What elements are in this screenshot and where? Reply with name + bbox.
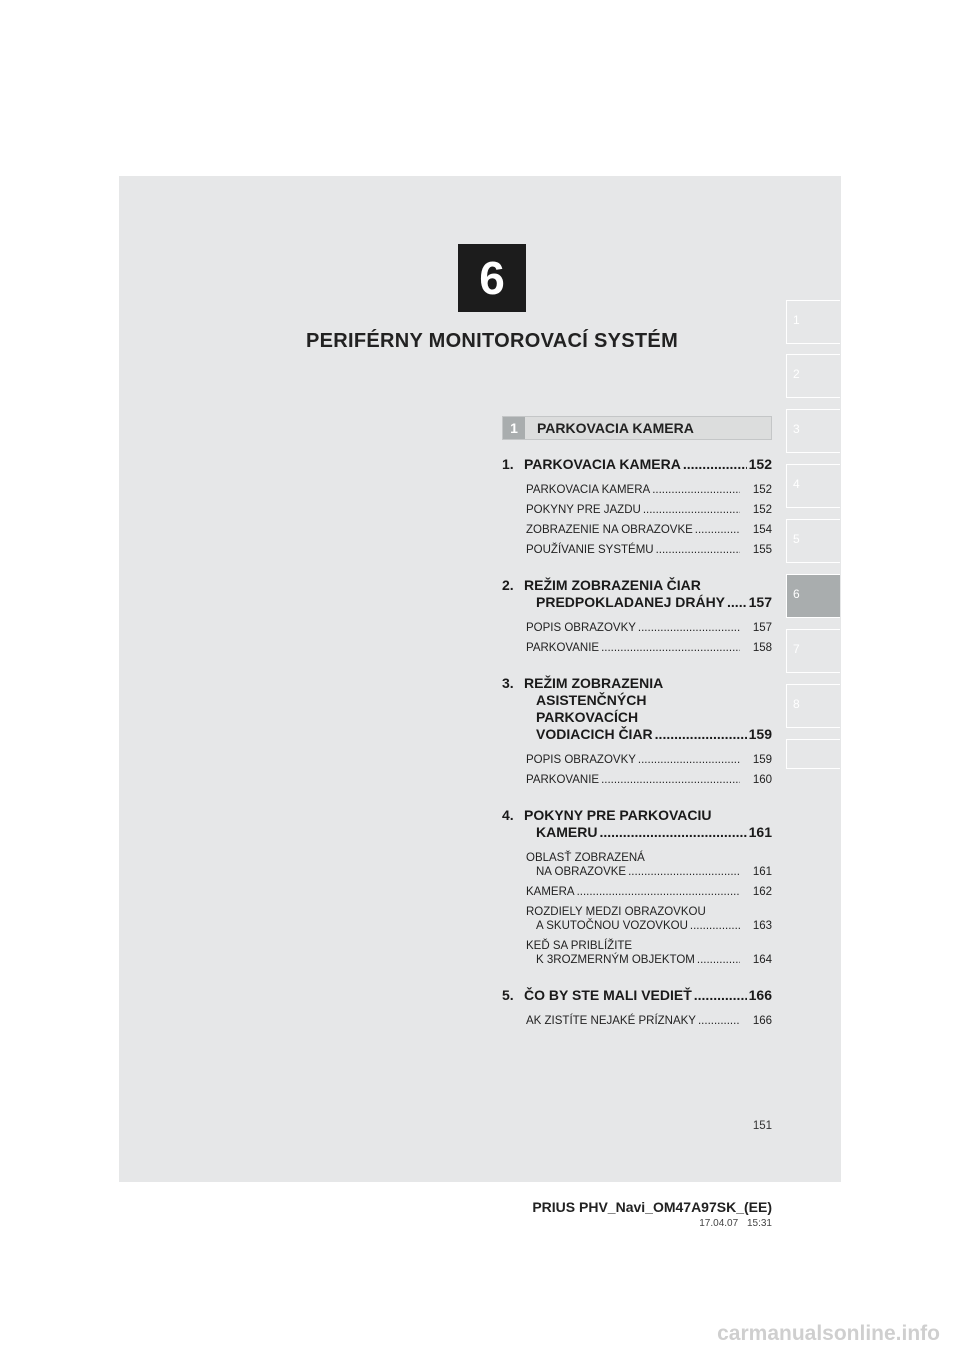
toc-subentry-title: ZOBRAZENIE NA OBRAZOVKE xyxy=(526,524,693,536)
dot-leader xyxy=(601,641,740,655)
toc-entry-title-line: POKYNY PRE PARKOVACIU xyxy=(524,807,712,823)
footer-timestamp xyxy=(560,1218,772,1229)
toc-entry-heading[interactable] xyxy=(502,987,772,1004)
toc-entry-number: 1. xyxy=(502,456,514,472)
chapter-tab-5[interactable]: 5 xyxy=(786,519,840,563)
toc-subentry-page: 158 xyxy=(752,642,772,654)
dot-leader xyxy=(599,824,746,841)
toc-entry-title-line: KAMERU xyxy=(536,824,598,840)
toc-subentry-title: POPIS OBRAZOVKY xyxy=(526,622,636,634)
dot-leader xyxy=(655,726,747,743)
dot-leader xyxy=(694,987,747,1004)
toc-subentry-title: POKYNY PRE JAZDU xyxy=(526,504,641,516)
toc-subentry-page: 159 xyxy=(752,754,772,766)
dot-leader xyxy=(683,456,747,473)
toc-subentry-title: PARKOVANIE xyxy=(526,774,600,786)
toc-subentry-page: 154 xyxy=(752,524,772,536)
toc-subentry[interactable] xyxy=(526,885,772,899)
toc-subentry[interactable] xyxy=(526,773,772,787)
toc-subentry-page: 152 xyxy=(752,504,772,516)
toc-subentry[interactable] xyxy=(526,1014,772,1028)
dot-leader xyxy=(727,594,747,611)
dot-leader xyxy=(638,621,740,635)
table-of-contents xyxy=(502,456,772,1048)
dot-leader xyxy=(656,543,740,557)
toc-subentries xyxy=(502,483,772,557)
toc-subentry-page: 160 xyxy=(752,774,772,786)
toc-entry-title-line: ASISTENČNÝCH xyxy=(536,692,647,708)
toc-subentry-title: POPIS OBRAZOVKY xyxy=(526,754,636,766)
chapter-tab-1[interactable]: 1 xyxy=(786,300,840,344)
toc-subentry[interactable] xyxy=(526,641,772,655)
toc-entry xyxy=(502,987,772,1028)
toc-subentries xyxy=(502,753,772,787)
watermark: carmanualsonline.info xyxy=(717,1322,940,1345)
toc-subentry[interactable] xyxy=(526,905,772,933)
toc-entry-page: 159 xyxy=(748,726,772,742)
toc-entry-page: 166 xyxy=(748,987,772,1003)
toc-subentry-page: 163 xyxy=(752,920,772,932)
toc-entry-heading[interactable] xyxy=(502,675,772,743)
chapter-tab-6[interactable]: 6 xyxy=(786,574,840,618)
toc-subentries xyxy=(502,851,772,967)
toc-subentry[interactable] xyxy=(526,543,772,557)
section-number: 1 xyxy=(503,417,525,439)
toc-subentry[interactable] xyxy=(526,939,772,967)
toc-subentry[interactable] xyxy=(526,483,772,497)
toc-entry-heading[interactable] xyxy=(502,577,772,611)
toc-subentry-page: 152 xyxy=(752,484,772,496)
toc-entry-number: 4. xyxy=(502,807,514,823)
chapter-tab-8[interactable]: 8 xyxy=(786,684,840,728)
toc-subentry[interactable] xyxy=(526,753,772,767)
toc-entry xyxy=(502,577,772,655)
toc-entry-title-line: REŽIM ZOBRAZENIA ČIAR xyxy=(524,577,701,593)
toc-subentry-page: 162 xyxy=(752,886,772,898)
toc-entry xyxy=(502,675,772,787)
dot-leader xyxy=(698,1014,740,1028)
toc-subentry-title: POUŽÍVANIE SYSTÉMU xyxy=(526,544,654,556)
toc-subentry-page: 166 xyxy=(752,1015,772,1027)
toc-subentry-title: K 3ROZMERNÝM OBJEKTOM xyxy=(536,954,695,966)
toc-subentry-title: A SKUTOČNOU VOZOVKOU xyxy=(536,920,688,932)
section-header xyxy=(502,416,772,440)
toc-entry-number: 5. xyxy=(502,987,514,1003)
toc-subentry-title: KAMERA xyxy=(526,886,575,898)
toc-entry-heading[interactable] xyxy=(502,456,772,473)
chapter-tab-blank xyxy=(786,739,840,769)
toc-entry-title-line: PARKOVACÍCH xyxy=(536,709,639,725)
toc-subentry-page: 155 xyxy=(752,544,772,556)
toc-subentry-title: PARKOVACIA KAMERA xyxy=(526,484,651,496)
toc-entry-page: 157 xyxy=(748,594,772,610)
toc-subentry-title: KEĎ SA PRIBLÍŽITE xyxy=(526,940,633,952)
chapter-tab-2[interactable]: 2 xyxy=(786,354,840,398)
toc-entry xyxy=(502,807,772,967)
chapter-tab-3[interactable]: 3 xyxy=(786,409,840,453)
dot-leader xyxy=(690,919,740,933)
toc-entry xyxy=(502,456,772,557)
toc-subentry-page: 157 xyxy=(752,622,772,634)
toc-entry-title-line: PREDPOKLADANEJ DRÁHY xyxy=(536,594,726,610)
toc-subentry-title: NA OBRAZOVKE xyxy=(536,866,627,878)
toc-subentry[interactable] xyxy=(526,621,772,635)
toc-subentry[interactable] xyxy=(526,523,772,537)
toc-entry-number: 3. xyxy=(502,675,514,691)
toc-subentries xyxy=(502,621,772,655)
toc-subentry-title: PARKOVANIE xyxy=(526,642,600,654)
toc-subentry[interactable] xyxy=(526,503,772,517)
toc-subentry[interactable] xyxy=(526,851,772,879)
footer-date: 17.04.07 xyxy=(699,1218,739,1229)
toc-subentry-title: AK ZISTÍTE NEJAKÉ PRÍZNAKY xyxy=(526,1015,696,1027)
dot-leader xyxy=(577,885,740,899)
section-title: PARKOVACIA KAMERA xyxy=(537,420,694,436)
toc-entry-page: 161 xyxy=(748,824,772,840)
footer-time: 15:31 xyxy=(746,1218,772,1229)
dot-leader xyxy=(638,753,740,767)
chapter-tab-4[interactable]: 4 xyxy=(786,464,840,508)
toc-subentries xyxy=(502,1014,772,1028)
toc-entry-title-line: ČO BY STE MALI VEDIEŤ xyxy=(524,987,692,1003)
toc-subentry-page: 161 xyxy=(752,866,772,878)
chapter-number-box: 6 xyxy=(458,244,526,312)
dot-leader xyxy=(601,773,740,787)
dot-leader xyxy=(652,483,740,497)
footer-document-id: PRIUS PHV_Navi_OM47A97SK_(EE) xyxy=(532,1199,772,1215)
page-number: 151 xyxy=(752,1120,772,1132)
toc-entry-title-line: VODIACICH ČIAR xyxy=(536,726,653,742)
toc-entry-heading[interactable] xyxy=(502,807,772,841)
toc-entry-title-line: REŽIM ZOBRAZENIA xyxy=(524,675,664,691)
toc-subentry-title: OBLASŤ ZOBRAZENÁ xyxy=(526,852,645,864)
chapter-tab-7[interactable]: 7 xyxy=(786,629,840,673)
chapter-title: PERIFÉRNY MONITOROVACÍ SYSTÉM xyxy=(305,330,679,352)
dot-leader xyxy=(695,523,740,537)
dot-leader xyxy=(628,865,740,879)
toc-entry-page: 152 xyxy=(748,456,772,472)
dot-leader xyxy=(643,503,740,517)
toc-subentry-page: 164 xyxy=(752,954,772,966)
toc-entry-title-line: PARKOVACIA KAMERA xyxy=(524,456,681,472)
toc-entry-number: 2. xyxy=(502,577,514,593)
dot-leader xyxy=(697,953,740,967)
toc-subentry-title: ROZDIELY MEDZI OBRAZOVKOU xyxy=(526,906,706,918)
